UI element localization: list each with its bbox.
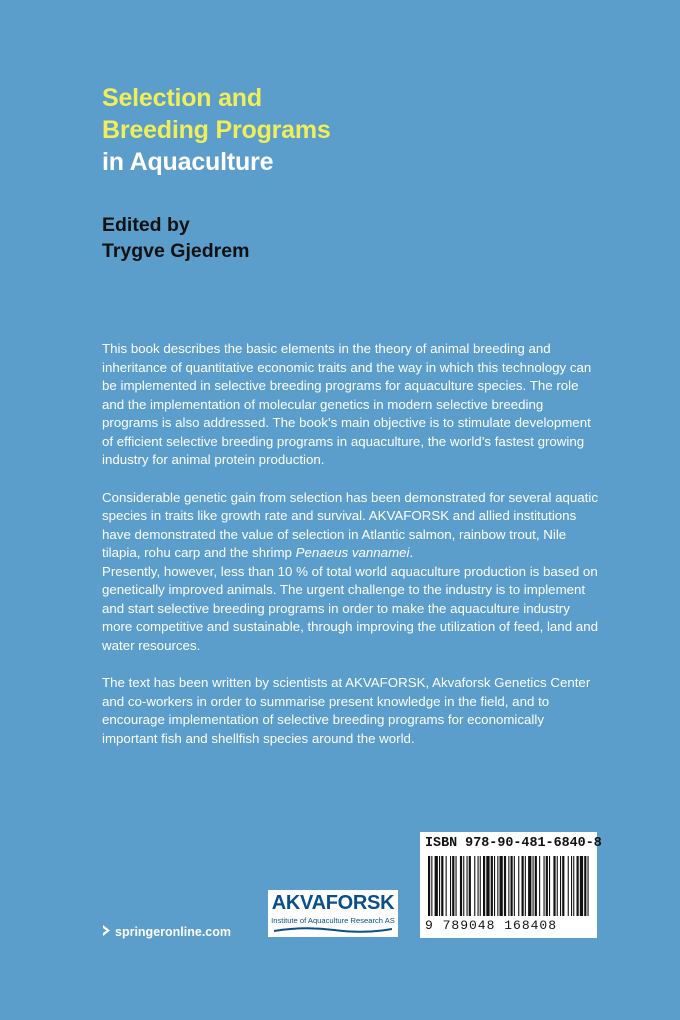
description-p2-period: . bbox=[409, 545, 414, 560]
title-line-1: Selection and bbox=[102, 84, 262, 112]
isbn-barcode bbox=[420, 832, 602, 938]
akvaforsk-logo bbox=[268, 890, 398, 937]
editor-name: Trygve Gjedrem bbox=[102, 240, 250, 262]
description-p2-continued: Presently, however, less than 10 % of total world aquaculture production is based on genetically improved animals. The urgent challenge to the industry is to implement and start selective breeding programs in order to make the aquaculture industry more competitive and sustainable, through improving the utilization of feed, land and water resources. bbox=[102, 563, 598, 653]
description-paragraph-2 bbox=[102, 489, 602, 656]
publisher-url[interactable]: springeronline.com bbox=[115, 925, 231, 939]
book-title bbox=[102, 82, 331, 178]
title-line-3: in Aquaculture bbox=[102, 148, 274, 176]
publisher-link[interactable] bbox=[102, 925, 231, 939]
editor-block bbox=[102, 212, 249, 264]
editor-label: Edited by bbox=[102, 214, 190, 236]
title-line-2: Breeding Programs bbox=[102, 116, 331, 144]
description-paragraph-1: This book describes the basic elements in the theory of animal breeding and inheritance of quantitative economic traits and the way in which this technology can be implemented in selective breeding programs for aquaculture species. The role and the implementation of molecular genetics in modern selective breeding programs is also addressed. The book’s main objective is to stimulate development of efficient selective breeding programs in aquaculture, the world’s fastest growing industry for animal protein production. bbox=[102, 341, 592, 467]
species-name: Penaeus vannamei bbox=[295, 545, 410, 560]
book-description bbox=[102, 340, 602, 767]
isbn-number: 9 789048 168408 bbox=[425, 918, 558, 933]
logo-subtitle: Institute of Aquaculture Research AS bbox=[271, 916, 395, 925]
isbn-label: ISBN 978-90-481-6840-8 bbox=[425, 836, 602, 851]
chevron-right-icon bbox=[102, 925, 111, 936]
description-p2-text: Considerable genetic gain from selection has been demonstrated for several aquatic species in traits like growth rate and survival. AKVAFORSK and allied institutions have demonstrated the value of selection in Atlantic salmon, rainbow trout, Nile tilapia, rohu carp and the shrimp bbox=[102, 489, 598, 560]
logo-name: AKVAFORSK bbox=[271, 892, 395, 914]
wave-icon bbox=[274, 926, 392, 934]
description-paragraph-3: The text has been written by scientists at AKVAFORSK, Akvaforsk Genetics Center and co-workers in order to summarise present knowledge in the field, and to encourage implementation of selective breeding programs for economically important fish and shellfish species around the world. bbox=[102, 675, 591, 746]
